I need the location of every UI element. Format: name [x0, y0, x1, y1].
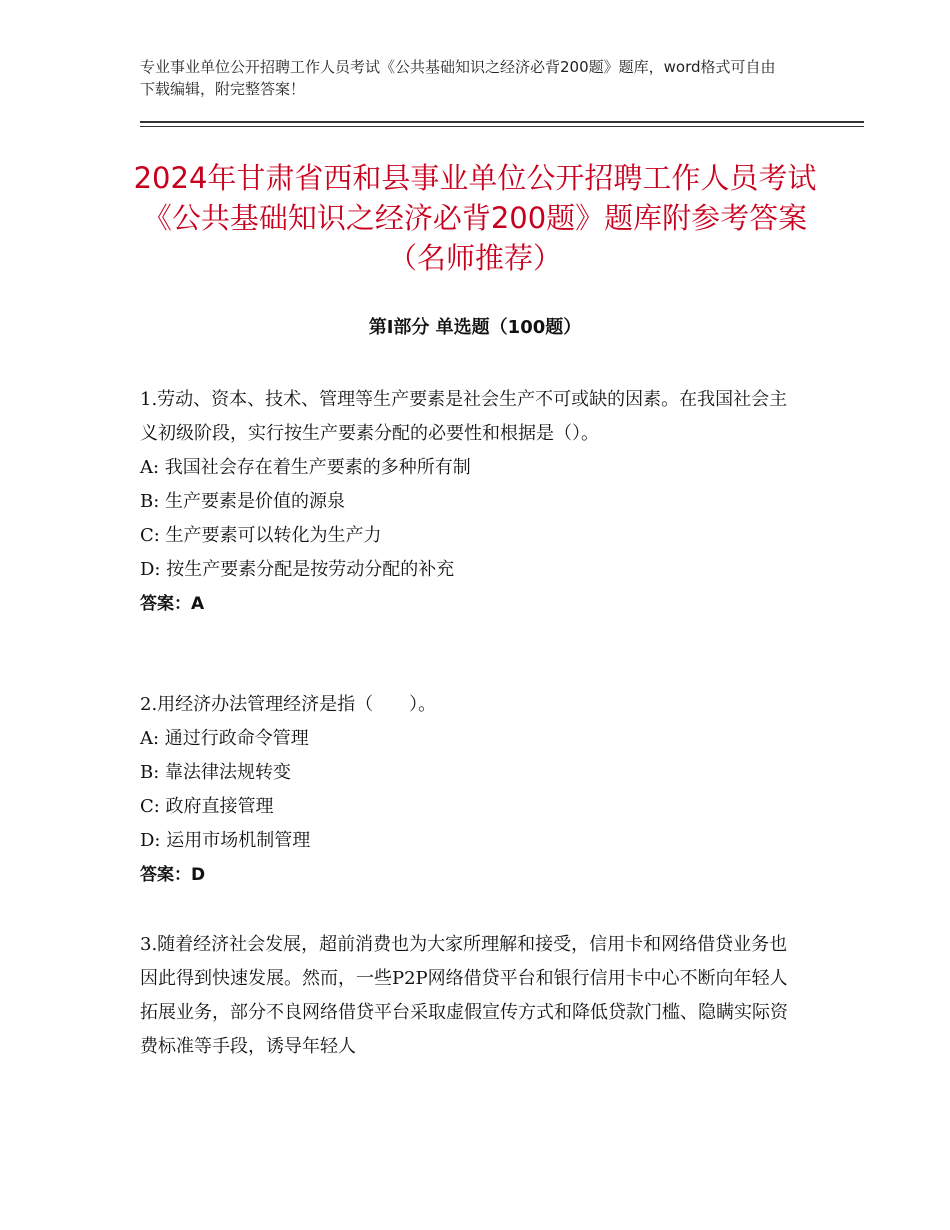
option-d: D: 按生产要素分配是按劳动分配的补充 [140, 559, 455, 580]
document-title: 2024年甘肃省西和县事业单位公开招聘工作人员考试《公共基础知识之经济必背200题》题库附参考答案（名师推荐） [133, 161, 817, 275]
option-b: B: 生产要素是价值的源泉 [140, 491, 346, 512]
question-stem: 2.用经济办法管理经济是指（ ）。 [140, 694, 437, 715]
question-stem: 3.随着经济社会发展，超前消费也为大家所理解和接受，信用卡和网络借贷业务也因此得到快速发展。然而，一些P2P网络借贷平台和银行信用卡中心不断向年轻人拓展业务，部分不良网络借贷平台采取虚假宣传方式和降低贷款门槛、隐瞒实际资费标准等手段，诱导年轻人 [140, 934, 788, 1057]
answer-label: 答案：D [140, 865, 206, 885]
question-1 [140, 383, 800, 621]
question-2 [140, 688, 800, 892]
header-divider-thick [140, 121, 864, 123]
option-b: B: 靠法律法规转变 [140, 762, 292, 783]
question-stem: 1.劳动、资本、技术、管理等生产要素是社会生产不可或缺的因素。在我国社会主义初级阶段，实行按生产要素分配的必要性和根据是（）。 [140, 389, 788, 444]
option-c: C: 生产要素可以转化为生产力 [140, 525, 382, 546]
header-divider-thin [140, 126, 864, 127]
option-a: A: 通过行政命令管理 [140, 728, 309, 749]
question-3 [140, 928, 800, 1064]
option-d: D: 运用市场机制管理 [140, 830, 311, 851]
answer-label: 答案：A [140, 594, 205, 614]
option-c: C: 政府直接管理 [140, 796, 274, 817]
section-heading: 第Ⅰ部分 单选题（100题） [368, 317, 582, 338]
header-note: 专业事业单位公开招聘工作人员考试《公共基础知识之经济必背200题》题库，word格式可自由下载编辑，附完整答案！ [140, 58, 776, 98]
option-a: A: 我国社会存在着生产要素的多种所有制 [140, 457, 471, 478]
